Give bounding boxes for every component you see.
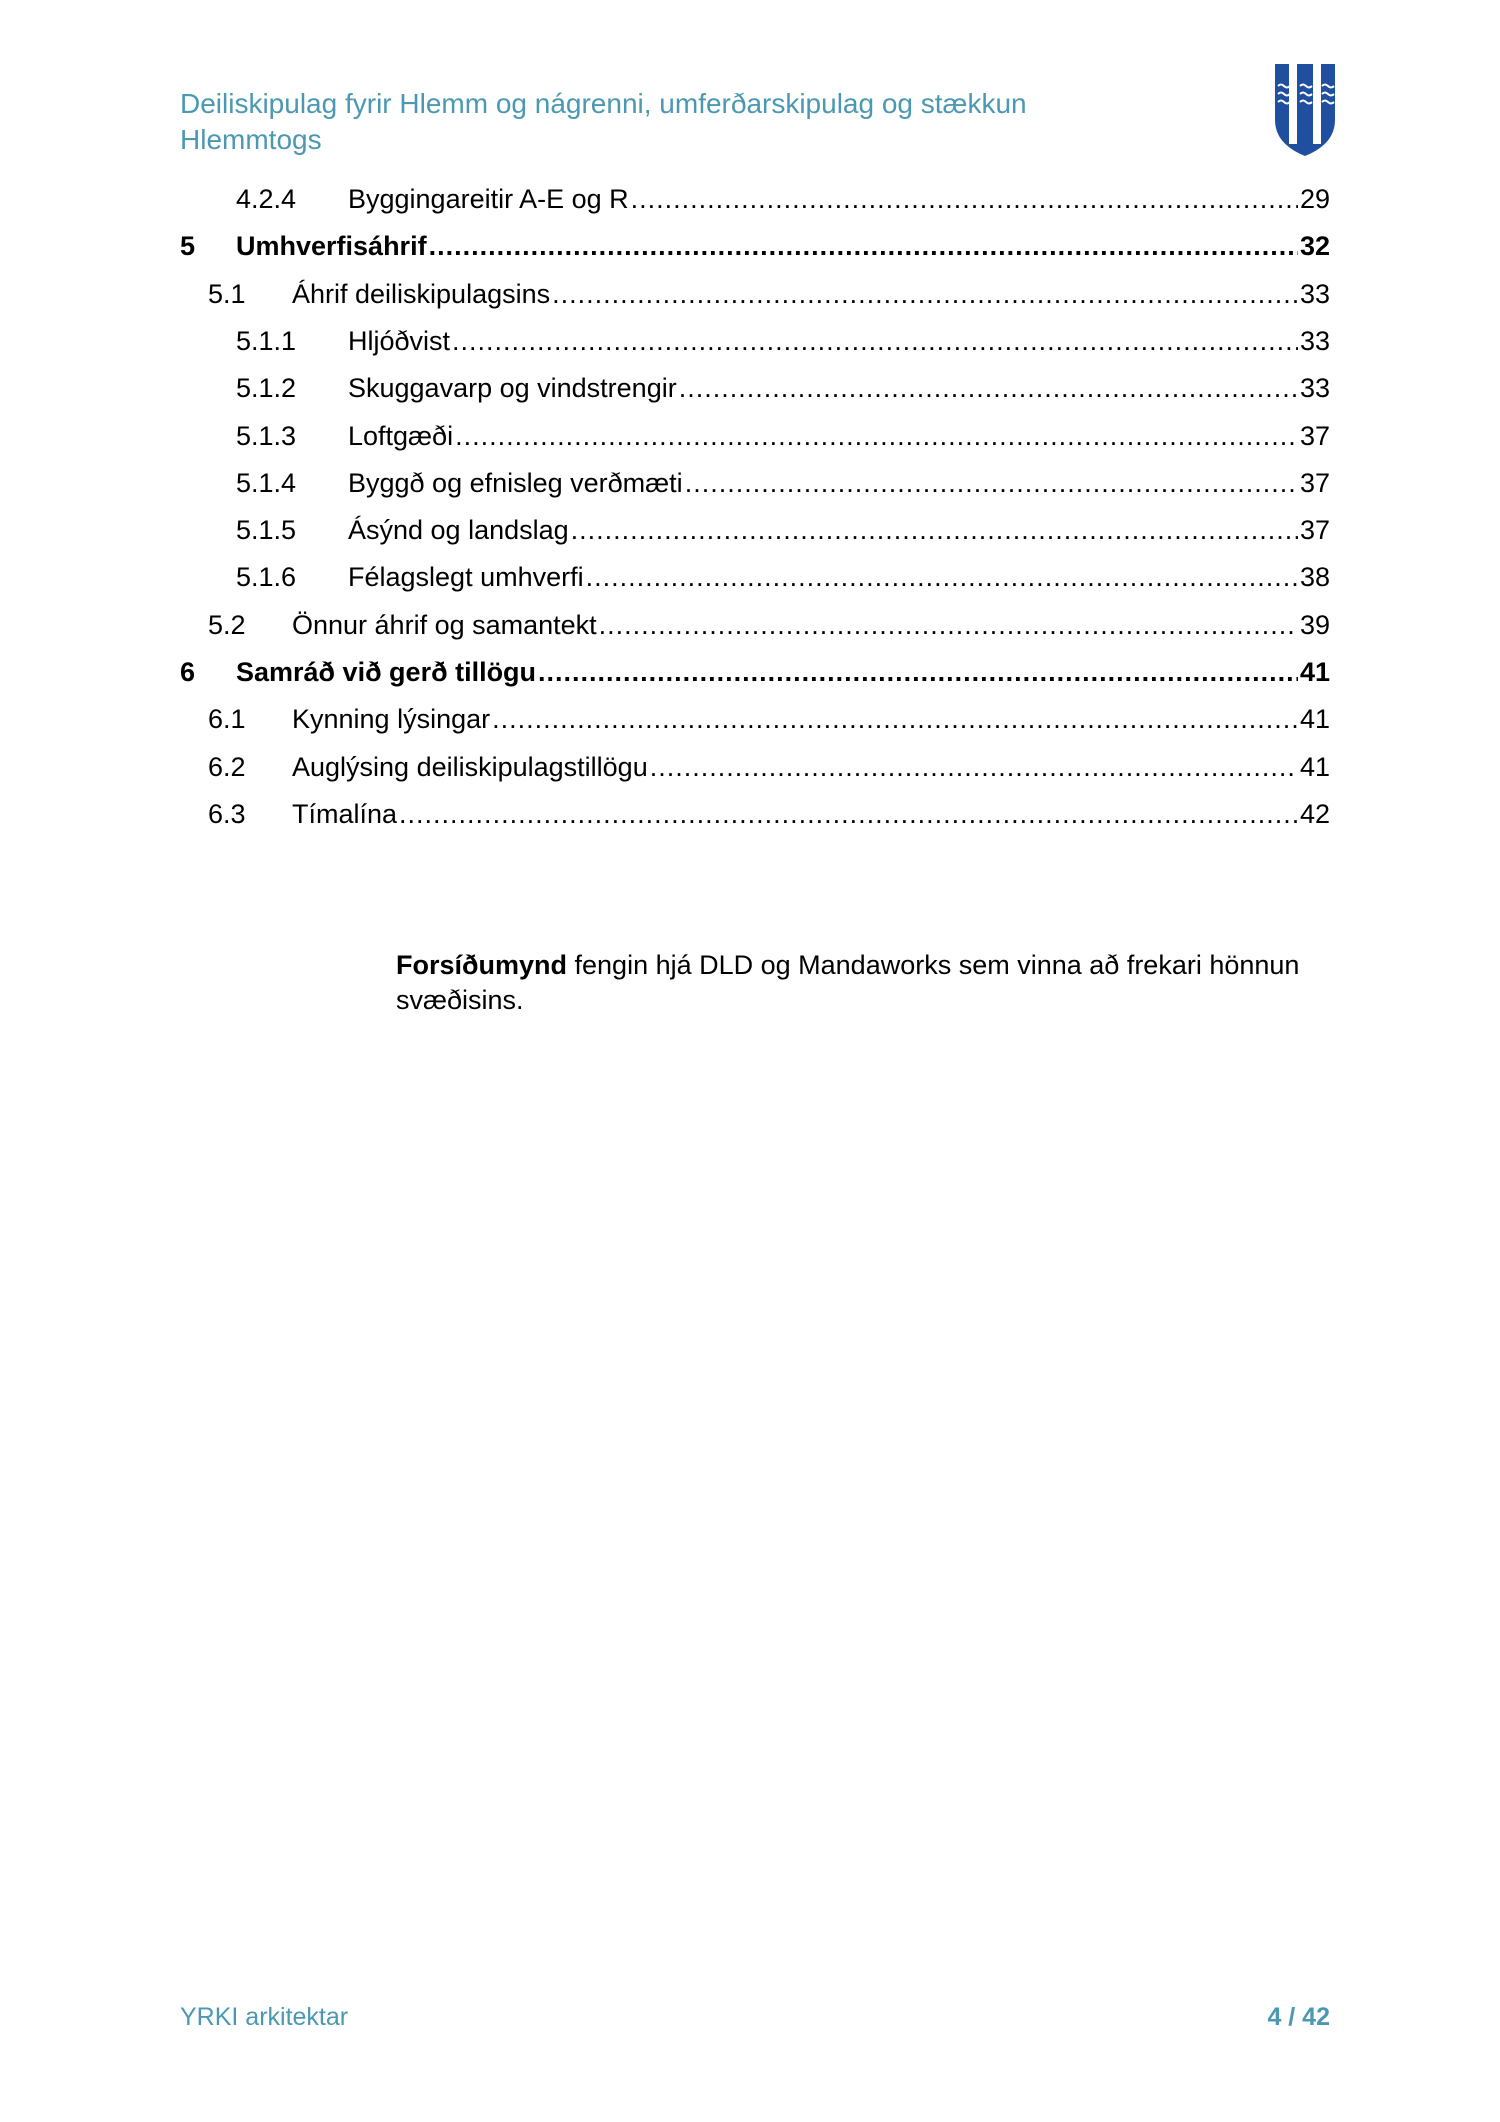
toc-entry-page: 41 <box>1299 704 1330 735</box>
document-header-title <box>180 86 1180 158</box>
toc-entry-number: 5.1.4 <box>236 467 297 498</box>
toc-entry-number: 6.1 <box>208 704 246 735</box>
header-title-line1: Deiliskipulag fyrir Hlemm og nágrenni, umferðarskipulag og stækkun <box>180 88 1027 119</box>
cover-image-caption <box>396 948 1331 1018</box>
toc-entry[interactable] <box>180 507 1330 547</box>
toc-entry[interactable] <box>180 365 1330 405</box>
toc-leader-dots <box>429 229 1298 263</box>
toc-entry-title: Samráð við gerð tillögu <box>236 657 537 687</box>
toc-entry-title: Hljóðvist <box>348 325 451 356</box>
caption-bold-part: Forsíðumynd <box>396 950 568 980</box>
toc-entry-page: 41 <box>1299 751 1330 782</box>
toc-entry-title: Auglýsing deiliskipulagstillögu <box>292 751 648 782</box>
toc-entry[interactable] <box>180 602 1330 642</box>
toc-entry[interactable] <box>180 696 1330 736</box>
reykjavik-crest-icon <box>1272 62 1338 158</box>
toc-leader-dots <box>650 750 1298 784</box>
toc-entry[interactable] <box>180 744 1330 784</box>
toc-entry-title: Skuggavarp og vindstrengir <box>348 373 677 404</box>
toc-entry-title: Tímalína <box>292 798 398 829</box>
toc-entry-page: 41 <box>1299 657 1330 687</box>
toc-entry-title: Umhverfisáhrif <box>236 231 427 262</box>
header-title-line2: Hlemmtogs <box>180 124 322 155</box>
toc-entry[interactable] <box>180 271 1330 311</box>
toc-leader-dots <box>455 419 1298 453</box>
toc-entry-page: 42 <box>1299 798 1330 829</box>
toc-leader-dots <box>586 560 1298 594</box>
toc-entry-number: 5.1.3 <box>236 420 297 451</box>
footer-company: YRKI arkitektar <box>180 2003 349 2031</box>
toc-entry-number: 6.2 <box>208 751 246 782</box>
toc-leader-dots <box>685 466 1298 500</box>
toc-leader-dots <box>492 702 1298 736</box>
toc-entry-title: Kynning lýsingar <box>292 704 491 735</box>
toc-entry-page: 38 <box>1299 562 1330 593</box>
toc-entry-number: 5.1.5 <box>236 515 297 546</box>
toc-leader-dots <box>538 655 1298 689</box>
toc-entry-page: 37 <box>1299 420 1330 451</box>
footer-page-number: 4 / 42 <box>1267 2003 1330 2031</box>
toc-leader-dots <box>679 371 1298 405</box>
toc-entry-page: 29 <box>1299 184 1330 214</box>
toc-leader-dots <box>631 182 1298 216</box>
toc-leader-dots <box>399 797 1298 831</box>
toc-entry-page: 39 <box>1299 609 1330 640</box>
toc-entry-page: 33 <box>1299 373 1330 404</box>
toc-entry-page: 37 <box>1299 467 1330 498</box>
toc-entry-number: 5.1.1 <box>236 325 297 356</box>
toc-entry[interactable] <box>180 413 1330 453</box>
toc-leader-dots <box>599 608 1298 642</box>
toc-entry-number: 5 <box>180 231 196 262</box>
toc-entry-page: 32 <box>1299 231 1330 262</box>
toc-entry[interactable] <box>180 460 1330 500</box>
toc-entry-page: 37 <box>1299 515 1330 546</box>
toc-leader-dots <box>571 513 1298 547</box>
toc-entry-number: 5.2 <box>208 609 246 640</box>
toc-entry-number: 6 <box>180 657 196 687</box>
toc-entry-title: Loftgæði <box>348 420 454 451</box>
toc-entry-title: Byggð og efnisleg verðmæti <box>348 467 683 498</box>
toc-entry-title: Ásýnd og landslag <box>348 515 569 546</box>
toc-entry-number: 5.1 <box>208 278 246 309</box>
caption-rest: fengin hjá DLD og Mandaworks sem vinna að frekari hönnun svæðisins. <box>396 950 1300 1015</box>
toc-entry[interactable] <box>180 554 1330 594</box>
toc-entry-number: 6.3 <box>208 798 246 829</box>
toc-entry-title: Áhrif deiliskipulagsins <box>292 278 551 309</box>
toc-entry-number: 5.1.6 <box>236 562 297 593</box>
toc-entry-page: 33 <box>1299 278 1330 309</box>
toc-entry[interactable] <box>180 649 1330 689</box>
toc-entry[interactable] <box>180 223 1330 263</box>
toc-entry-number: 4.2.4 <box>236 184 297 214</box>
toc-entry[interactable] <box>180 176 1330 216</box>
toc-entry-page: 33 <box>1299 325 1330 356</box>
toc-entry-title: Félagslegt umhverfi <box>348 562 584 593</box>
toc-entry-number: 5.1.2 <box>236 373 297 404</box>
toc-entry[interactable] <box>180 318 1330 358</box>
toc-leader-dots <box>552 277 1298 311</box>
toc-entry-title: Önnur áhrif og samantekt <box>292 609 597 640</box>
toc-entry[interactable] <box>180 791 1330 831</box>
toc-leader-dots <box>452 324 1298 358</box>
toc-entry-title: Byggingareitir A-E og R <box>348 184 629 214</box>
